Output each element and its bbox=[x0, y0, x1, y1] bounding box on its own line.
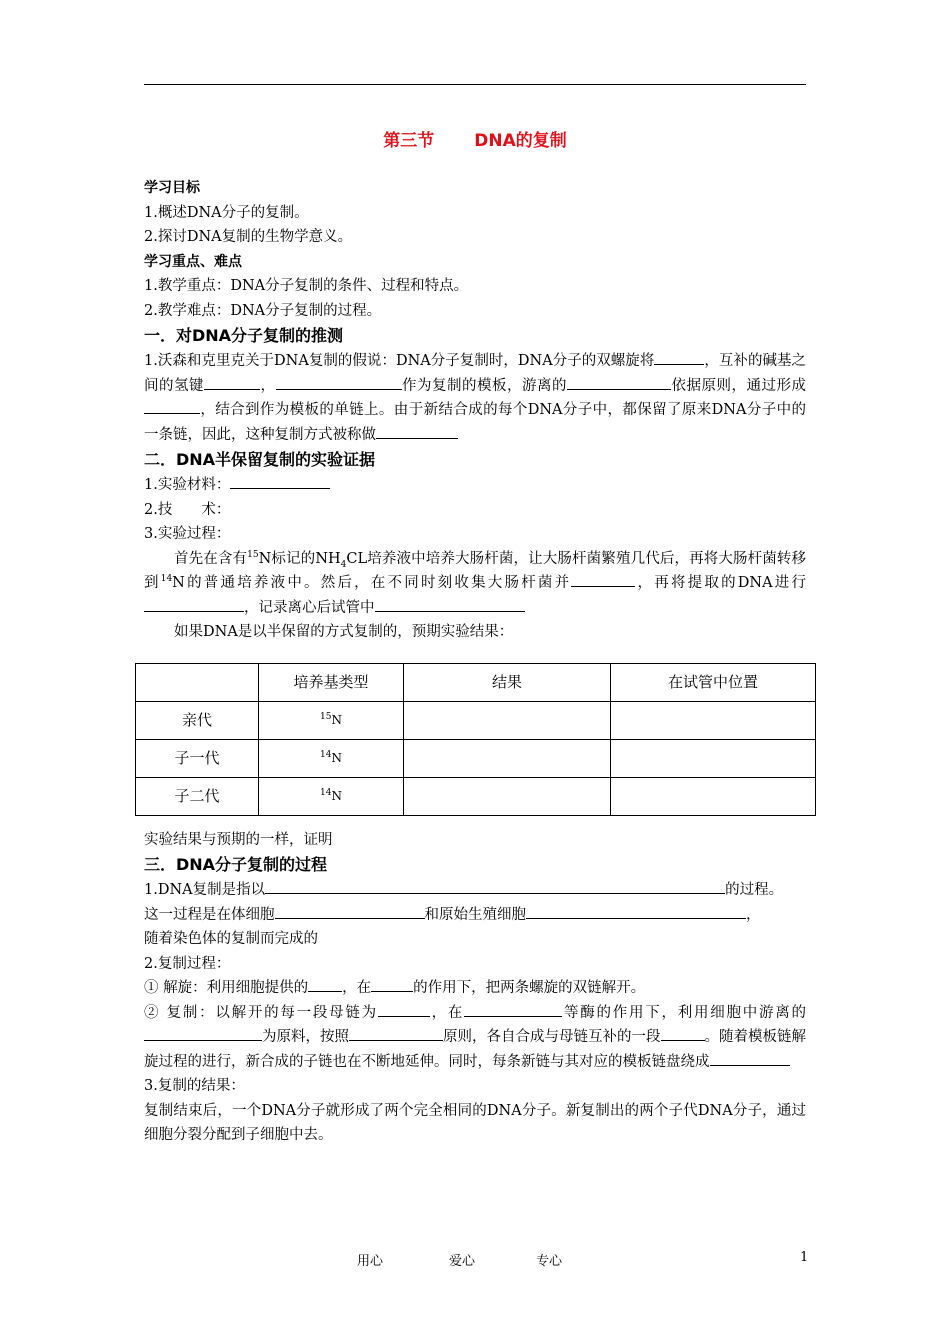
fill-blank[interactable] bbox=[376, 423, 458, 439]
fill-blank[interactable] bbox=[276, 374, 402, 390]
fill-blank[interactable] bbox=[375, 596, 525, 612]
keypoint-item: 2.教学难点：DNA分子复制的过程。 bbox=[144, 302, 382, 319]
generation-cell: 子一代 bbox=[136, 739, 259, 777]
medium-cell: $^{15}$N bbox=[259, 701, 404, 739]
table-row bbox=[136, 739, 816, 777]
position-cell[interactable] bbox=[611, 777, 816, 815]
fill-blank[interactable] bbox=[526, 903, 746, 919]
fill-blank[interactable] bbox=[378, 1001, 430, 1017]
results-table bbox=[135, 663, 816, 816]
chromosome-line: 随着染色体的复制而完成的 bbox=[144, 931, 318, 947]
table-header-cell: 培养基类型 bbox=[259, 663, 404, 701]
fill-blank[interactable] bbox=[230, 473, 330, 489]
title-topic: DNA的复制 bbox=[474, 131, 567, 151]
goal-item: 2.探讨DNA复制的生物学意义。 bbox=[144, 229, 353, 245]
conclusion-line: 实验结果与预期的一样，证明 bbox=[144, 831, 333, 848]
keypoint-item: 1.教学重点：DNA分子复制的条件、过程和特点。 bbox=[144, 278, 469, 294]
position-cell[interactable] bbox=[611, 739, 816, 777]
fill-blank[interactable] bbox=[710, 1050, 790, 1066]
footer-word: 用心 bbox=[357, 1254, 384, 1269]
keypoints-heading: 学习重点、难点 bbox=[144, 253, 242, 270]
result-cell[interactable] bbox=[404, 739, 611, 777]
table-row bbox=[136, 777, 816, 815]
result-paragraph: 复制结束后，一个DNA分子就形成了两个完全相同的DNA分子。新复制出的两个子代DNA分子，通过细胞分裂分配到子细胞中去。 bbox=[144, 1102, 806, 1143]
page-title bbox=[0, 126, 950, 151]
title-section-number: 第三节 bbox=[383, 131, 435, 151]
expectation-line: 如果DNA是以半保留的方式复制的，预期实验结果： bbox=[174, 624, 514, 640]
footer-word: 专心 bbox=[536, 1254, 563, 1269]
section-1-paragraph: 1.沃森和克里克关于DNA复制的假说：DNA分子复制时，DNA分子的双螺旋将 ，互补的碱基之间的氢键 ， 作为复制的模板，游离的 依据原则，通过形成，结合到作为模板的单链上。由于新结合成的每个DNA分子中，都保留了原来DNA分子中的一条链，因此，这种复制方式被称做 bbox=[144, 349, 806, 447]
fill-blank[interactable] bbox=[654, 349, 704, 365]
fill-blank[interactable] bbox=[464, 1001, 562, 1017]
medium-cell: $^{14}$N bbox=[259, 739, 404, 777]
replication-paragraph: ② 复制：以解开的每一段母链为 ，在 等酶的作用下，利用细胞中游离的为原料，按照 原则，各自合成与母链互补的一段 。随着模板链解旋过程的进行，新合成的子链也在不断地延伸。同时，每条新链与其对应的模板链盘绕成 bbox=[144, 1001, 806, 1075]
fill-blank[interactable] bbox=[265, 878, 725, 894]
medium-cell: $^{14}$N bbox=[259, 777, 404, 815]
section-1-heading: 一．对DNA分子复制的推测 bbox=[144, 326, 344, 345]
page-number: 1 bbox=[800, 1250, 809, 1265]
table-header-cell: 结果 bbox=[404, 663, 611, 701]
material-line: 1.实验材料： bbox=[144, 473, 806, 498]
goal-item: 1.概述DNA分子的复制。 bbox=[144, 204, 309, 221]
fill-blank[interactable] bbox=[308, 976, 342, 992]
definition-line: 1.DNA复制是指以 的过程。 bbox=[144, 878, 806, 903]
table-header-cell bbox=[136, 663, 259, 701]
table-header-cell: 在试管中位置 bbox=[611, 663, 816, 701]
fill-blank[interactable] bbox=[571, 571, 635, 587]
fill-blank[interactable] bbox=[661, 1025, 705, 1041]
fill-blank[interactable] bbox=[567, 374, 671, 390]
process-heading: 2.复制过程： bbox=[144, 955, 231, 972]
document-body bbox=[144, 176, 806, 1148]
fill-blank[interactable] bbox=[144, 1025, 262, 1041]
header-rule bbox=[144, 84, 806, 85]
result-cell[interactable] bbox=[404, 701, 611, 739]
unwinding-line: ① 解旋：利用细胞提供的 ，在 的作用下，把两条螺旋的双链解开。 bbox=[144, 976, 806, 1001]
technique-line: 2.技 术： bbox=[144, 501, 231, 518]
result-heading: 3.复制的结果： bbox=[144, 1078, 245, 1094]
table-header-row bbox=[136, 663, 816, 701]
fill-blank[interactable] bbox=[144, 398, 200, 414]
table-row bbox=[136, 701, 816, 739]
footer-word: 爱心 bbox=[449, 1254, 476, 1269]
location-line: 这一过程是在体细胞 和原始生殖细胞 ， bbox=[144, 903, 806, 928]
generation-cell: 子二代 bbox=[136, 777, 259, 815]
fill-blank[interactable] bbox=[204, 374, 260, 390]
generation-cell: 亲代 bbox=[136, 701, 259, 739]
position-cell[interactable] bbox=[611, 701, 816, 739]
result-cell[interactable] bbox=[404, 777, 611, 815]
process-label: 3.实验过程： bbox=[144, 526, 231, 542]
goals-heading: 学习目标 bbox=[144, 180, 200, 196]
fill-blank[interactable] bbox=[349, 1025, 443, 1041]
fill-blank[interactable] bbox=[371, 976, 413, 992]
fill-blank[interactable] bbox=[144, 596, 244, 612]
section-2-heading: 二．DNA半保留复制的实验证据 bbox=[144, 450, 376, 469]
section-3-heading: 三．DNA分子复制的过程 bbox=[144, 855, 328, 874]
fill-blank[interactable] bbox=[275, 903, 425, 919]
experiment-paragraph: 首先在含有$^{15}$N标记的$NH_4CL$培养液中培养大肠杆菌，让大肠杆菌繁殖几代后，再将大肠杆菌转移到$^{14}$N的普通培养液中。然后，在不同时刻收集大肠杆菌并 ，再将提取的DNA进行，记录离心后试管中 bbox=[144, 549, 806, 616]
